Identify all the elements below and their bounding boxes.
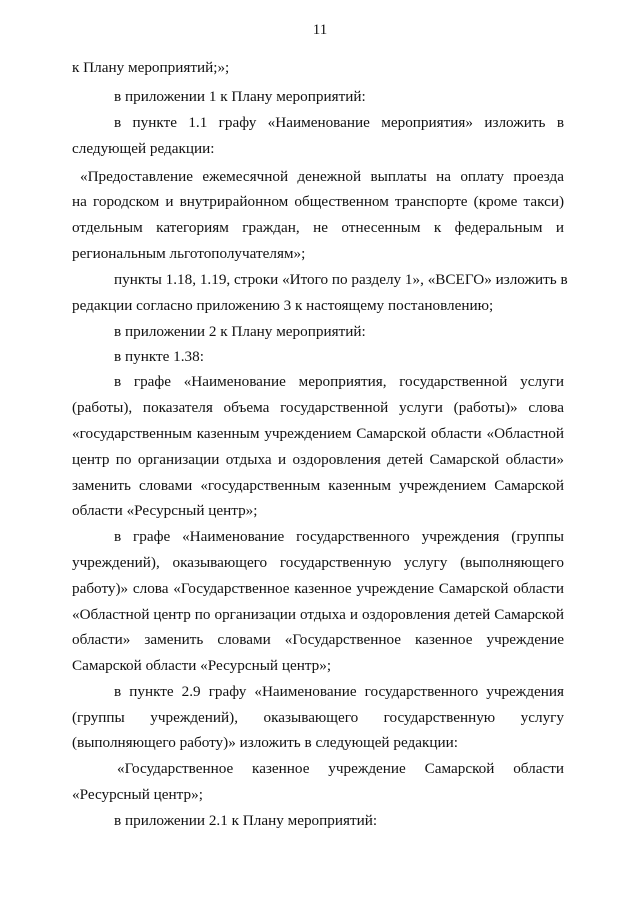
text-line-20: учреждений), оказывающего государственную услугу (выполняющего	[72, 554, 564, 571]
text-line-3: в пункте 1.1 графу «Наименование мероприятия» изложить в	[114, 114, 564, 131]
text-line-16: центр по организации отдыха и оздоровления детей Самарской области»	[72, 451, 564, 468]
text-line-22: «Областной центр по организации отдыха и оздоровления детей Самарской	[72, 606, 564, 623]
text-line-1: к Плану мероприятий;»;	[72, 59, 230, 76]
text-line-11: в приложении 2 к Плану мероприятий:	[114, 323, 366, 340]
text-line-26: (группы учреждений), оказывающего государственную услугу	[72, 709, 564, 726]
text-line-12: в пункте 1.38:	[114, 348, 204, 365]
text-line-23: области» заменить словами «Государственное казенное учреждение	[72, 631, 564, 648]
text-line-5: «Предоставление ежемесячной денежной выплаты на оплату проезда	[80, 168, 564, 185]
text-line-24: Самарской области «Ресурсный центр»;	[72, 657, 332, 674]
text-line-28: «Государственное казенное учреждение Самарской области	[117, 760, 564, 777]
text-line-17: заменить словами «государственным казенным учреждением Самарской	[72, 477, 564, 494]
text-line-13: в графе «Наименование мероприятия, государственной услуги	[114, 373, 564, 390]
text-line-6: на городском и внутрирайонном общественном транспорте (кроме такси)	[72, 193, 564, 210]
text-line-18: области «Ресурсный центр»;	[72, 502, 258, 519]
page-number: 11	[312, 22, 328, 38]
text-line-7: отдельным категориям граждан, не отнесенным к федеральным и	[72, 219, 564, 236]
text-line-29: «Ресурсный центр»;	[72, 786, 203, 803]
text-line-9: пункты 1.18, 1.19, строки «Итого по разделу 1», «ВСЕГО» изложить в	[114, 271, 568, 288]
text-line-8: региональным льготополучателям»;	[72, 245, 306, 262]
text-line-15: «государственным казенным учреждением Самарской области «Областной	[72, 425, 564, 442]
text-line-2: в приложении 1 к Плану мероприятий:	[114, 88, 366, 105]
text-line-19: в графе «Наименование государственного учреждения (группы	[114, 528, 564, 545]
text-line-25: в пункте 2.9 графу «Наименование государственного учреждения	[114, 683, 564, 700]
text-line-30: в приложении 2.1 к Плану мероприятий:	[114, 812, 378, 829]
text-line-27: (выполняющего работу)» изложить в следующей редакции:	[72, 734, 458, 751]
text-line-21: работу)» слова «Государственное казенное учреждение Самарской области	[72, 580, 564, 597]
text-line-4: следующей редакции:	[72, 140, 215, 157]
text-line-14: (работы), показателя объема государственной услуги (работы)» слова	[72, 399, 564, 416]
text-line-10: редакции согласно приложению 3 к настоящему постановлению;	[72, 297, 494, 314]
